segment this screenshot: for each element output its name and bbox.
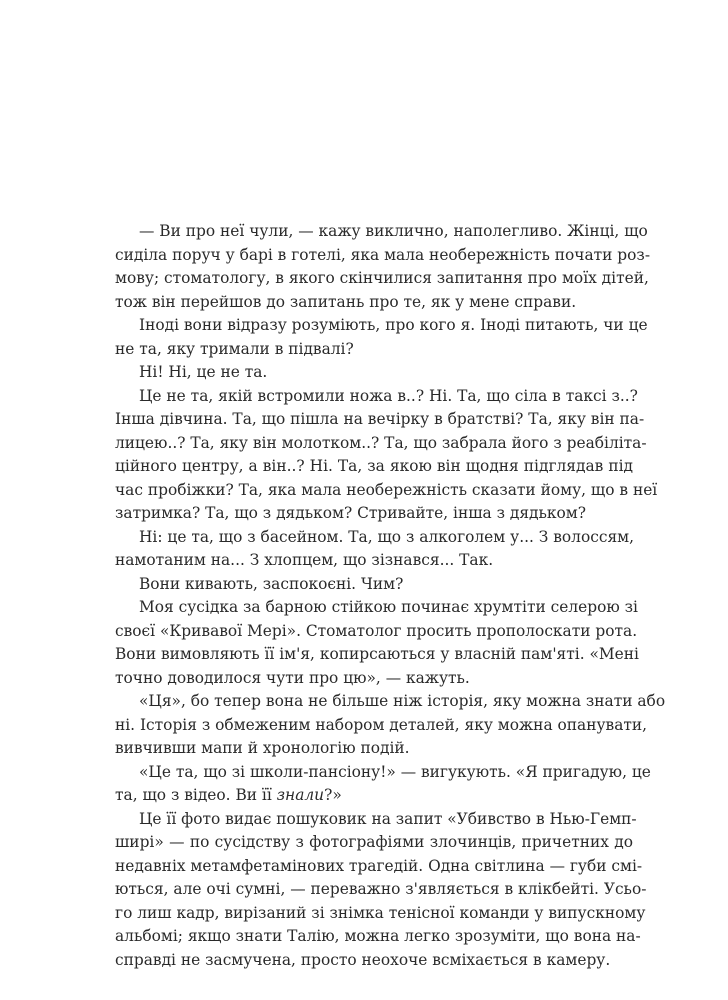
text-line: Вони вимовляють її ім'я, копирсаються у власній пам'яті. «Мені (115, 645, 639, 663)
text-line: сиділа поруч у барі в готелі, яка мала необережність почати роз- (115, 245, 651, 264)
text-line: точно доводилося чути про цю», — кажуть. (115, 668, 470, 687)
paragraph (115, 220, 651, 314)
paragraph (115, 526, 633, 573)
text-line: намотаним на... З хлопцем, що зізнався... Так. (115, 551, 494, 569)
text-line (115, 784, 633, 808)
paragraph (115, 385, 658, 526)
text-line: ширі» — по сусідству з фотографіями злочинців, причетних до (115, 833, 633, 851)
paragraph (115, 314, 648, 361)
text-line: ються, але очі сумні, — переважно з'являється в клікбейті. Усьо- (115, 880, 647, 898)
text-line: «Це та, що зі школи-пансіону!» — вигукують. «Я пригадую, це (139, 762, 651, 781)
text-line: не та, яку тримали в підвалі? (115, 339, 354, 358)
text-line: час пробіжки? Та, яка мала необережність сказати йому, що в неї (115, 480, 658, 499)
paragraph (115, 761, 651, 808)
text-line: Моя сусідка за барною стійкою починає хрумтіти селерою зі (139, 598, 638, 616)
text-line: го лиш кадр, вирізаний зі знімка тенісної команди у випускному (115, 903, 646, 922)
paragraph (115, 808, 647, 973)
text-line: альбомі; якщо знати Талію, можна легко зрозуміти, що вона на- (115, 927, 641, 945)
text-line: «Ця», бо тепер вона не більше ніж історія, яку можна знати або (139, 692, 666, 710)
text-line: лицею..? Та, яку він молотком..? Та, що забрала його з реабіліта- (115, 433, 647, 452)
text-line: затримка? Та, що з дядьком? Стривайте, інша з дядьком? (115, 504, 587, 522)
text-line: Вони кивають, заспокоєні. Чим? (139, 574, 404, 593)
text-line: — Ви про неї чули, — кажу виклично, наполегливо. Жінці, що (139, 222, 648, 240)
text-line: Ні! Ні, це не та. (139, 363, 268, 381)
text-line: Це не та, якій встромили ножа в..? Ні. Та, що сіла в таксі з..? (139, 386, 638, 405)
text-line: Це її фото видає пошуковик на запит «Убивство в Нью-Гемп- (139, 809, 637, 828)
text-line: вивчивши мапи й хронологію подій. (115, 739, 410, 757)
text-line: мову; стоматологу, в якого скінчилися запитання про моїх дітей, (115, 269, 649, 287)
text-line: справді не засмучена, просто неохоче всміхається в камеру. (115, 950, 611, 969)
paragraph (115, 361, 633, 385)
paragraph (115, 573, 633, 597)
page-body-text (115, 220, 666, 972)
text-line: своєї «Кривавої Мері». Стоматолог просить прополоскати рота. (115, 621, 638, 640)
text-line: Інша дівчина. Та, що пішла на вечірку в братстві? Та, яку він па- (115, 410, 645, 428)
text-run: ?» (324, 786, 342, 804)
paragraph (115, 690, 666, 761)
text-line: ційного центру, а він..? Ні. Та, за якою він щодня підглядав під (115, 457, 633, 475)
emphasized-word: знали (276, 786, 325, 804)
text-line: Іноді вони відразу розуміють, про кого я. Іноді питають, чи це (139, 316, 648, 334)
paragraph (115, 596, 639, 690)
text-line: Ні: це та, що з басейном. Та, що з алкоголем у... З волоссям, (139, 527, 635, 546)
text-run: та, що з відео. Ви її (115, 786, 277, 804)
text-line: недавніх метамфетамінових трагедій. Одна світлина — губи смі- (115, 856, 643, 875)
text-line: тож він перейшов до запитань про те, як у мене справи. (115, 292, 577, 311)
text-line: ні. Історія з обмеженим набором деталей, яку можна опанувати, (115, 715, 648, 734)
